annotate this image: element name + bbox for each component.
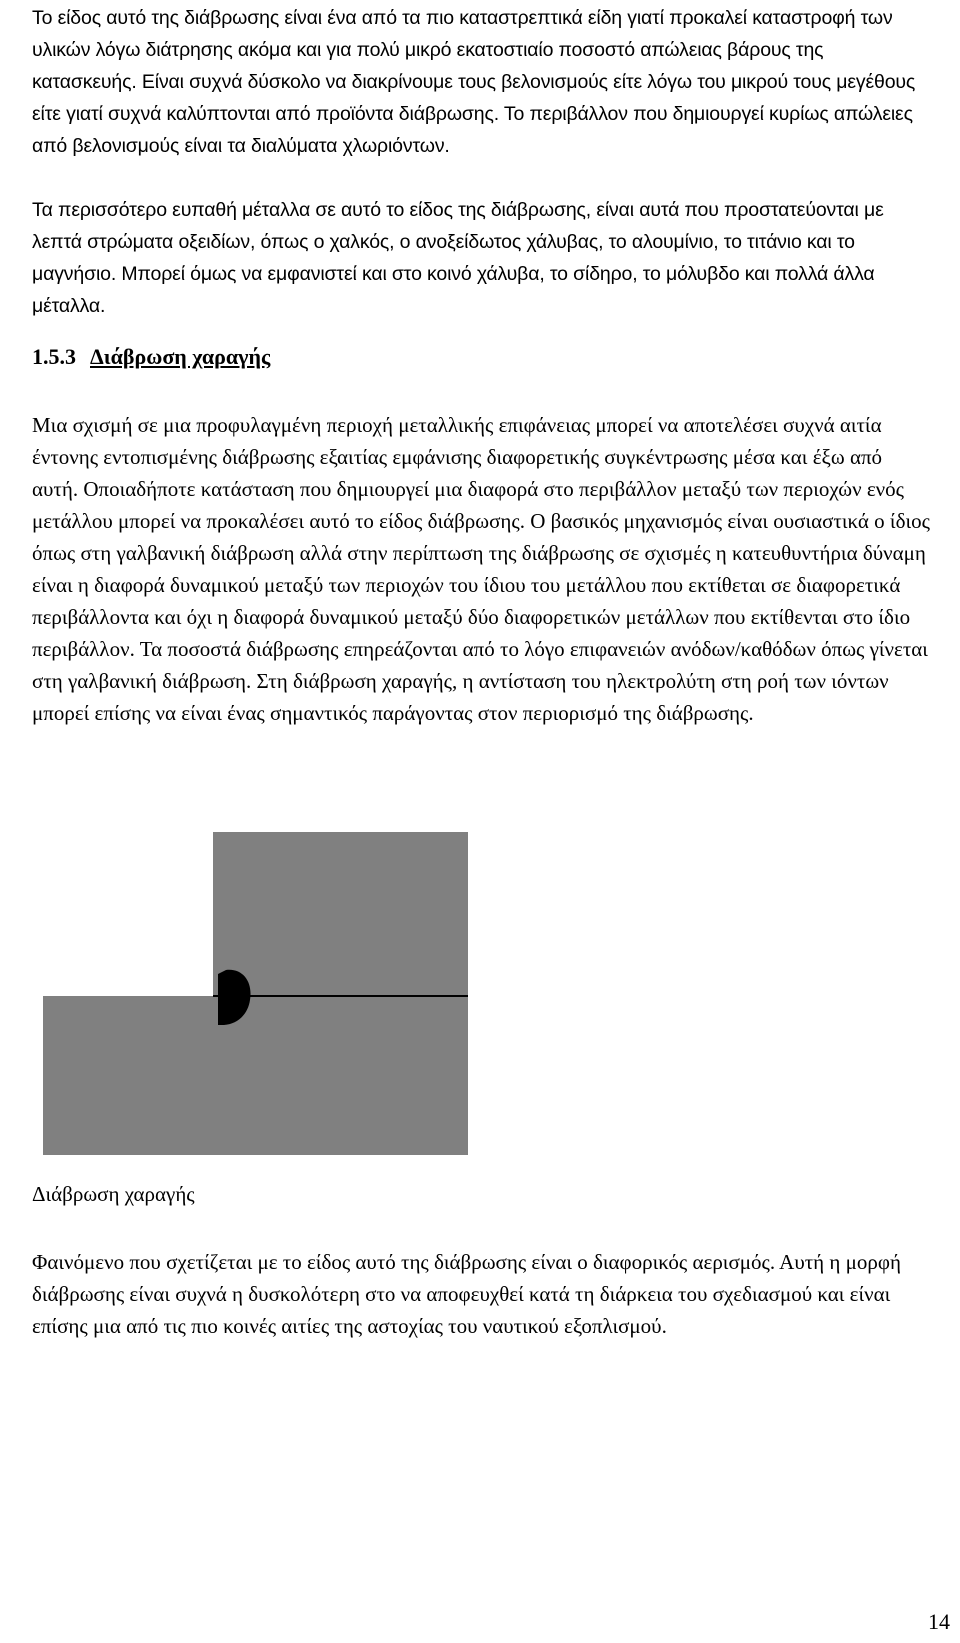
page-number: 14 [928,1609,950,1634]
lower-metal-plate [43,996,468,1155]
figure-caption: Διάβρωση χαραγής [32,1182,195,1206]
section-heading [32,344,270,370]
intro-paragraph: Το είδος αυτό της διάβρωσης είναι ένα από τα πιο καταστρεπτικά είδη γιατί προκαλεί καταστροφή των υλικών λόγω διάτρησης ακόμα και για πολύ μικρό εκατοστιαίο ποσοστό απώλειας βάρους της κατασκευής. Είναι συχνά δύσκολο να διακρίνουμε τους βελονισμούς είτε λόγω του μικρού τους μεγέθους είτε γιατί συχνά καλύπτονται από προϊόντα διάβρωσης. Το περιβάλλον που δημιουργεί κυρίως απώλειες από βελονισμούς είναι τα διαλύματα χλωριόντων. [32,7,916,157]
upper-metal-plate [213,832,468,996]
aeration-paragraph: Φαινόμενο που σχετίζεται με το είδος αυτό της διάβρωσης είναι ο διαφορικός αερισμός. Αυτή η μορφή διάβρωσης είναι συχνά η δυσκολότερη στο να αποφευχθεί κατά τη διάρκεια του σχεδιασμού και είναι επίσης μια από τις πιο κοινές αιτίες της αστοχίας του ναυτικού εξοπλισμού. [32,1250,901,1338]
section-title: Διάβρωση χαραγής [90,344,271,369]
crevice-paragraph: Μια σχισμή σε μια προφυλαγμένη περιοχή μεταλλικής επιφάνειας μπορεί να αποτελέσει συχνά αιτία έντονης εντοπισμένης διάβρωσης εξαιτίας εμφάνισης διαφορετικής συγκέντρωσης μέσα και έξω από αυτή. Οποιαδήποτε κατάσταση που δημιουργεί μια διαφορά στο περιβάλλον μεταξύ των περιοχών ενός μετάλλου μπορεί να προκαλέσει αυτό το είδος διάβρωσης. Ο βασικός μηχανισμός είναι ουσιαστικά ο ίδιος όπως στη γαλβανική διάβρωση αλλά στην περίπτωση της διάβρωσης σε σχισμές η κατευθυντήρια δύναμη είναι η διαφορά δυναμικού μεταξύ των περιοχών του ίδιου του μετάλλου που εκτίθεται σε διαφορετικά περιβάλλοντα και όχι η διαφορά δυναμικού μεταξύ δύο διαφορετικών μετάλλων που εκτίθενται στο ίδιο περιβάλλον. Τα ποσοστά διάβρωσης επηρεάζονται από το λόγο επιφανειών ανόδων/καθόδων όπως γίνεται στη γαλβανική διάβρωση. Στη διάβρωση χαραγής, η αντίσταση του ηλεκτρολύτη στη ροή των ιόντων μπορεί επίσης να είναι ένας σημαντικός παράγοντας στον περιορισμό της διάβρωσης. [32,413,930,725]
metals-paragraph: Τα περισσότερο ευπαθή μέταλλα σε αυτό το είδος της διάβρωσης, είναι αυτά που προστατεύονται με λεπτά στρώματα οξειδίων, όπως ο χαλκός, ο ανοξείδωτος χάλυβας, το αλουμίνιο, το τιτάνιο και το μαγνήσιο. Μπορεί όμως να εμφανιστεί και στο κοινό χάλυβα, το σίδηρο, το μόλυβδο και πολλά άλλα μέταλλα. [32,199,884,317]
crevice-corrosion-figure [43,832,468,1155]
crevice-diagram [43,832,468,1155]
section-number: 1.5.3 [32,344,76,369]
